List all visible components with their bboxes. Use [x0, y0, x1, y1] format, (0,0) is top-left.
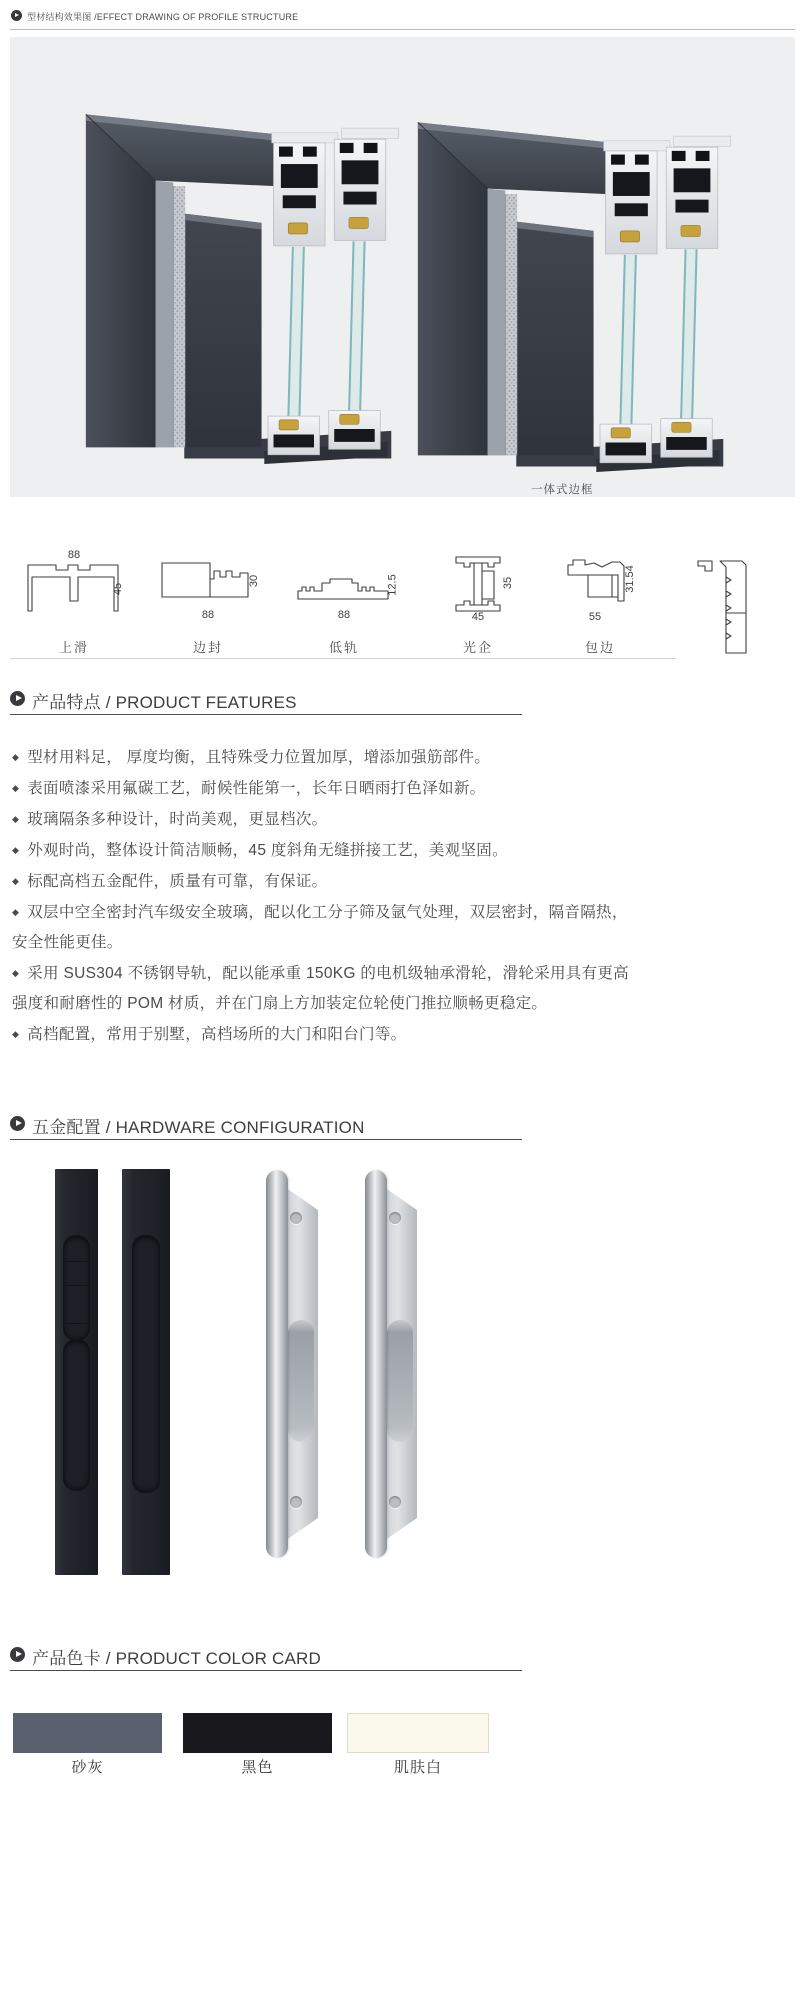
- profile-diagram-low-rail: [286, 549, 402, 653]
- profile-height-dim: 12.5: [386, 574, 399, 596]
- stainless-handle-right: [365, 1170, 421, 1558]
- feature-text: 玻璃隔条多种设计，时尚美观，更显档次。: [27, 811, 328, 828]
- page-title: 型材结构效果图 /EFFECT DRAWING OF PROFILE STRUCTURE: [27, 12, 299, 22]
- play-icon: [11, 10, 22, 21]
- header-divider: [10, 29, 795, 30]
- profile-diagram-unlabeled: [692, 549, 752, 653]
- feature-text: 强度和耐磨性的 POM 材质，并在门扇上方加装定位轮使门推拉顺畅更稳定。: [12, 995, 548, 1012]
- lock-divider-line: [65, 1323, 88, 1324]
- profile-height-dim: 35: [502, 576, 515, 590]
- handle-grip-recess: [132, 1235, 160, 1493]
- profile-diagram-edge-wrap: [558, 549, 642, 653]
- profile-name: 包边: [584, 640, 615, 655]
- feature-line-continuation: [12, 989, 674, 1019]
- color-card-heading-underline: [10, 1670, 522, 1671]
- profile-structure-render-panel: [10, 37, 795, 497]
- profile-width-dim: 88: [67, 549, 81, 561]
- feature-line: [12, 866, 674, 897]
- profile-outline: [160, 561, 256, 601]
- profile-diagram-interlock: [440, 549, 516, 653]
- handle-pull-bar: [266, 1170, 288, 1558]
- window-corner-renders: [10, 37, 795, 497]
- handle-lock-recess: [63, 1235, 90, 1341]
- profile-diagram-side-seal: [150, 549, 266, 653]
- color-swatch-black: [183, 1713, 332, 1753]
- lock-divider-line: [65, 1261, 88, 1262]
- play-icon: [10, 1647, 25, 1662]
- feature-text: 表面喷漆采用氟碳工艺，耐候性能第一，长年日晒雨打色泽如新。: [27, 780, 486, 797]
- color-swatch-sand-gray: [13, 1713, 162, 1753]
- screw-hole: [290, 1212, 302, 1224]
- diamond-bullet-icon: ◆: [12, 783, 20, 793]
- color-swatch-skin-white: [347, 1713, 489, 1753]
- feature-line: [12, 958, 674, 989]
- features-heading-underline: [10, 714, 522, 715]
- hardware-heading: 五金配置 / HARDWARE CONFIGURATION: [32, 1118, 365, 1137]
- profile-width-dim: 88: [201, 609, 215, 621]
- profile-height-dim: 45: [112, 582, 125, 596]
- diamond-bullet-icon: ◆: [12, 845, 20, 855]
- profile-name: 低轨: [328, 640, 359, 655]
- screw-hole: [389, 1496, 401, 1508]
- feature-text: 安全性能更佳。: [12, 934, 123, 951]
- render-caption: 一体式边框: [531, 484, 594, 496]
- flush-handle-black-left: [55, 1169, 98, 1575]
- feature-line: [12, 897, 674, 928]
- handle-grip-recess: [288, 1320, 314, 1442]
- feature-text: 型材用料足， 厚度均衡，且特殊受力位置加厚，增添加强筋部件。: [27, 749, 491, 766]
- handle-pull-bar: [365, 1170, 387, 1558]
- feature-text: 采用 SUS304 不锈钢导轨，配以能承重 150KG 的电机级轴承滑轮，滑轮采用具有更高: [27, 965, 629, 982]
- diamond-bullet-icon: ◆: [12, 752, 20, 762]
- feature-text: 外观时尚，整体设计简洁顺畅，45 度斜角无缝拼接工艺，美观坚固。: [27, 842, 508, 859]
- profile-diagram-top-slide: [16, 549, 132, 653]
- screw-hole: [290, 1496, 302, 1508]
- profile-outline: [448, 553, 508, 615]
- feature-line: [12, 742, 674, 773]
- lock-divider-line: [65, 1285, 88, 1286]
- swatch-label: 肌肤白: [393, 1759, 442, 1776]
- features-heading: 产品特点 / PRODUCT FEATURES: [32, 693, 297, 712]
- feature-line: [12, 773, 674, 804]
- swatch-label: 黑色: [241, 1759, 274, 1776]
- stainless-handle-left: [266, 1170, 322, 1558]
- profile-name: 边封: [192, 640, 223, 655]
- profile-width-dim: 45: [471, 611, 485, 623]
- features-list: [12, 742, 674, 1050]
- window-render-right: [418, 122, 731, 472]
- screw-hole: [389, 1212, 401, 1224]
- profile-outline: [566, 555, 632, 605]
- profile-outline: [296, 575, 396, 601]
- feature-line: [12, 1019, 674, 1050]
- diamond-bullet-icon: ◆: [12, 814, 20, 824]
- profile-name: 光企: [462, 640, 493, 655]
- feature-text: 标配高档五金配件，质量有可靠，有保证。: [27, 873, 328, 890]
- play-icon: [10, 691, 25, 706]
- diamond-bullet-icon: ◆: [12, 1029, 20, 1039]
- profile-width-dim: 88: [337, 609, 351, 621]
- profile-width-dim: 55: [588, 611, 602, 623]
- handle-grip-recess: [387, 1320, 413, 1442]
- diamond-bullet-icon: ◆: [12, 968, 20, 978]
- window-render-left: [86, 114, 399, 464]
- profile-height-dim: 30: [248, 574, 261, 588]
- profile-outline: [26, 563, 125, 613]
- diamond-bullet-icon: ◆: [12, 907, 20, 917]
- profile-height-dim: 31.54: [623, 565, 636, 593]
- diamond-bullet-icon: ◆: [12, 876, 20, 886]
- flush-handle-black-right: [122, 1169, 170, 1575]
- swatch-label: 砂灰: [71, 1759, 104, 1776]
- feature-text: 双层中空全密封汽车级安全玻璃，配以化工分子筛及氩气处理，双层密封，隔音隔热，: [27, 904, 628, 921]
- handle-grip-recess: [63, 1339, 90, 1491]
- feature-line-continuation: [12, 928, 674, 958]
- profile-outline: [694, 557, 750, 657]
- play-icon: [10, 1116, 25, 1131]
- feature-line: [12, 804, 674, 835]
- color-card-heading: 产品色卡 / PRODUCT COLOR CARD: [32, 1649, 321, 1668]
- feature-line: [12, 835, 674, 866]
- hardware-heading-underline: [10, 1139, 522, 1140]
- feature-text: 高档配置，常用于别墅，高档场所的大门和阳台门等。: [27, 1026, 407, 1043]
- profile-name: 上滑: [58, 640, 89, 655]
- diagrams-divider: [10, 658, 676, 659]
